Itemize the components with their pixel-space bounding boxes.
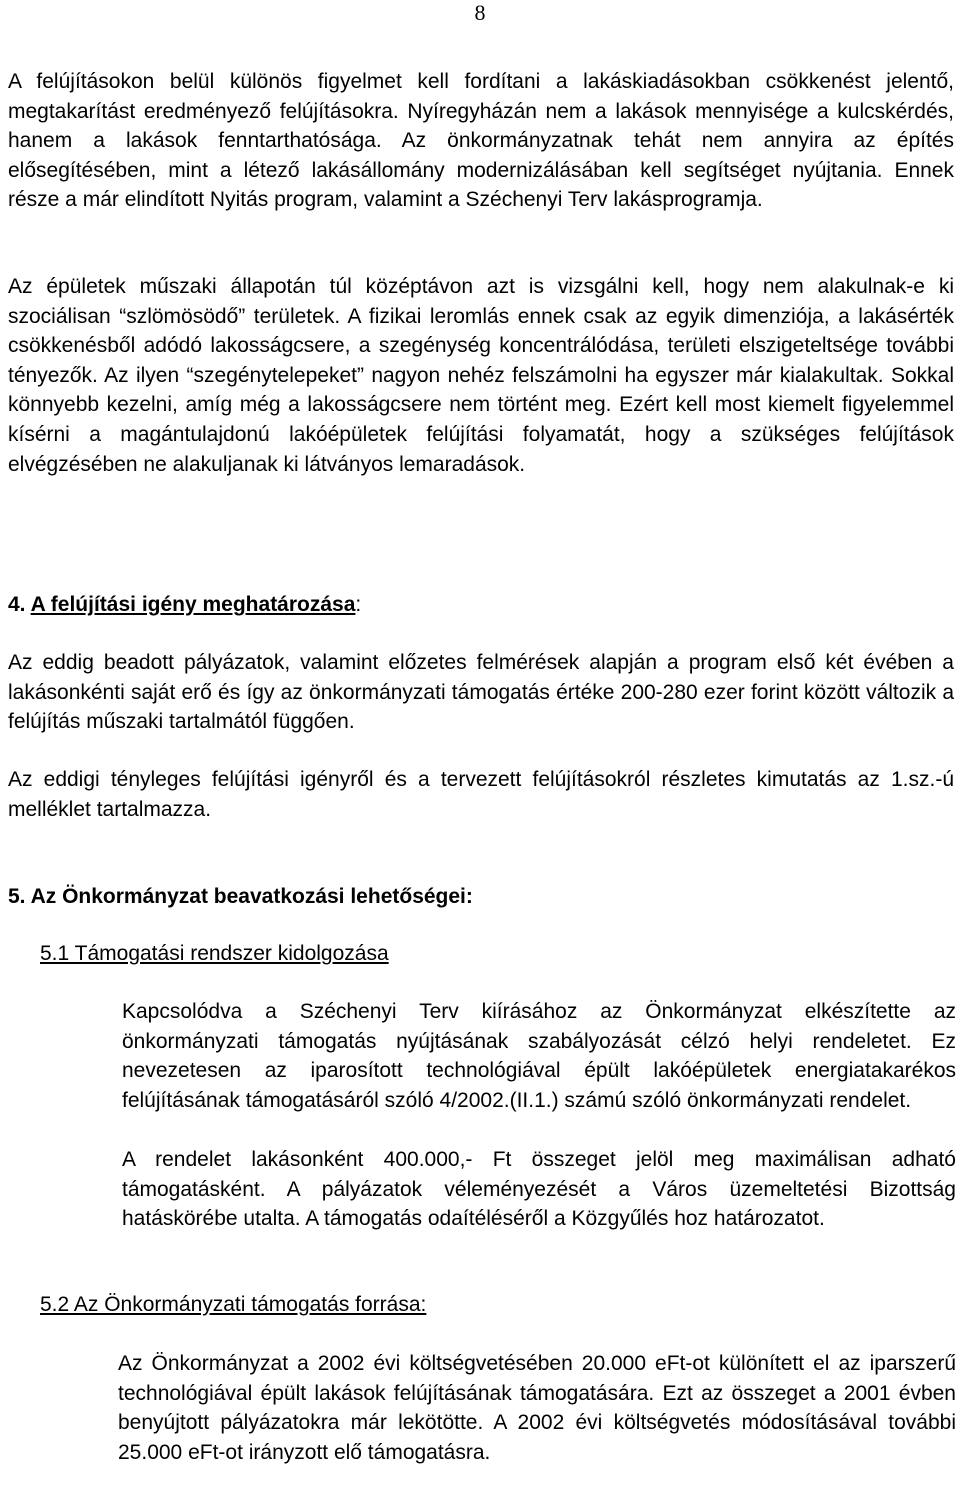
section-4-title: A felújítási igény meghatározása bbox=[30, 593, 356, 616]
paragraph-intro: A felújításokon belül különös figyelmet kell fordítani a lakáskiadásokban csökkenést jelentő, megtakarítást eredményező felújításokra. Nyíregyházán nem a lakások mennyisége a kulcskérdés, hanem a lakások fenntarthatósága. Az önkormányzatnak tehát nem annyira az építés elősegítésében, mint a létező lakásállomány modernizálásában kell segítséget nyújtania. Ennek része a már elindított Nyitás program, valamint a Széchenyi Terv lakásprogramja. bbox=[8, 70, 954, 212]
paragraph-annex: Az eddigi tényleges felújítási igényről és a tervezett felújításokról részletes kimutatás az 1.sz.-ú melléklet tartalmazza. bbox=[8, 768, 954, 821]
section-5-title: 5. Az Önkormányzat beavatkozási lehetőségei: bbox=[8, 885, 473, 908]
paragraph-grant-amount: A rendelet lakásonként 400.000,- Ft összeget jelöl meg maximálisan adható támogatásként. A pályázatok véleményezését a Város üzemeltetési Bizottság hatáskörébe utalta. A támogatás odaítéléséről a Közgyűlés hoz határozatot. bbox=[122, 1148, 956, 1231]
page-number: 8 bbox=[474, 0, 486, 25]
section-4-number: 4. bbox=[8, 593, 26, 616]
section-5-2-heading: 5.2 Az Önkormányzati támogatás forrása: bbox=[40, 1293, 427, 1316]
section-5-heading bbox=[8, 882, 473, 911]
section-4-suffix: : bbox=[355, 593, 362, 616]
paragraph-slum-risk: Az épületek műszaki állapotán túl középtávon azt is vizsgálni kell, hogy nem alakulnak-e ki szociálisan “szlömösödő” területek. A fizikai leromlás ennek csak az egyik dimenziója, a lakásérték csökkenésből adódó lakosságcsere, a szegénység koncentrálódása, területi elszigeteltsége további tényezők. Az ilyen “szegénytelepeket” nagyon nehéz felszámolni ha egyszer már kialakultak. Sokkal könnyebb kezelni, amíg még a lakosságcsere nem történt meg. Ezért kell most kiemelt figyelemmel kísérni a magántulajdonú lakóépületek felújítási folyamatát, hogy a szükséges felújítások elvégzésében ne alakuljanak ki látványos lemaradások. bbox=[8, 275, 954, 476]
section-4-heading bbox=[8, 590, 361, 619]
section-5-1-heading: 5.1 Támogatási rendszer kidolgozása bbox=[40, 942, 389, 965]
paragraph-funding: Az Önkormányzat a 2002 évi költségvetésében 20.000 eFt-ot különített el az iparszerű technológiával épült lakások felújításának támogatására. Ezt az összeget a 2001 évben benyújtott pályázatokra már lekötötte. A 2002 évi költségvetés módosításával további 25.000 eFt-ot irányzott elő támogatásra. bbox=[118, 1352, 956, 1464]
paragraph-demand: Az eddig beadott pályázatok, valamint előzetes felmérések alapján a program első két évében a lakásonkénti saját erő és így az önkormányzati támogatás értéke 200-280 ezer forint között változik a felújítás műszaki tartalmától függően. bbox=[8, 651, 954, 734]
paragraph-regulation: Kapcsolódva a Széchenyi Terv kiírásához az Önkormányzat elkészítette az önkormányzati támogatás nyújtásának szabályozását célzó helyi rendeletet. Ez nevezetesen az iparosított technológiával épült lakóépületek energiatakarékos felújításának támogatásáról szóló 4/2002.(II.1.) számú szóló önkormányzati rendelet. bbox=[122, 1000, 956, 1112]
